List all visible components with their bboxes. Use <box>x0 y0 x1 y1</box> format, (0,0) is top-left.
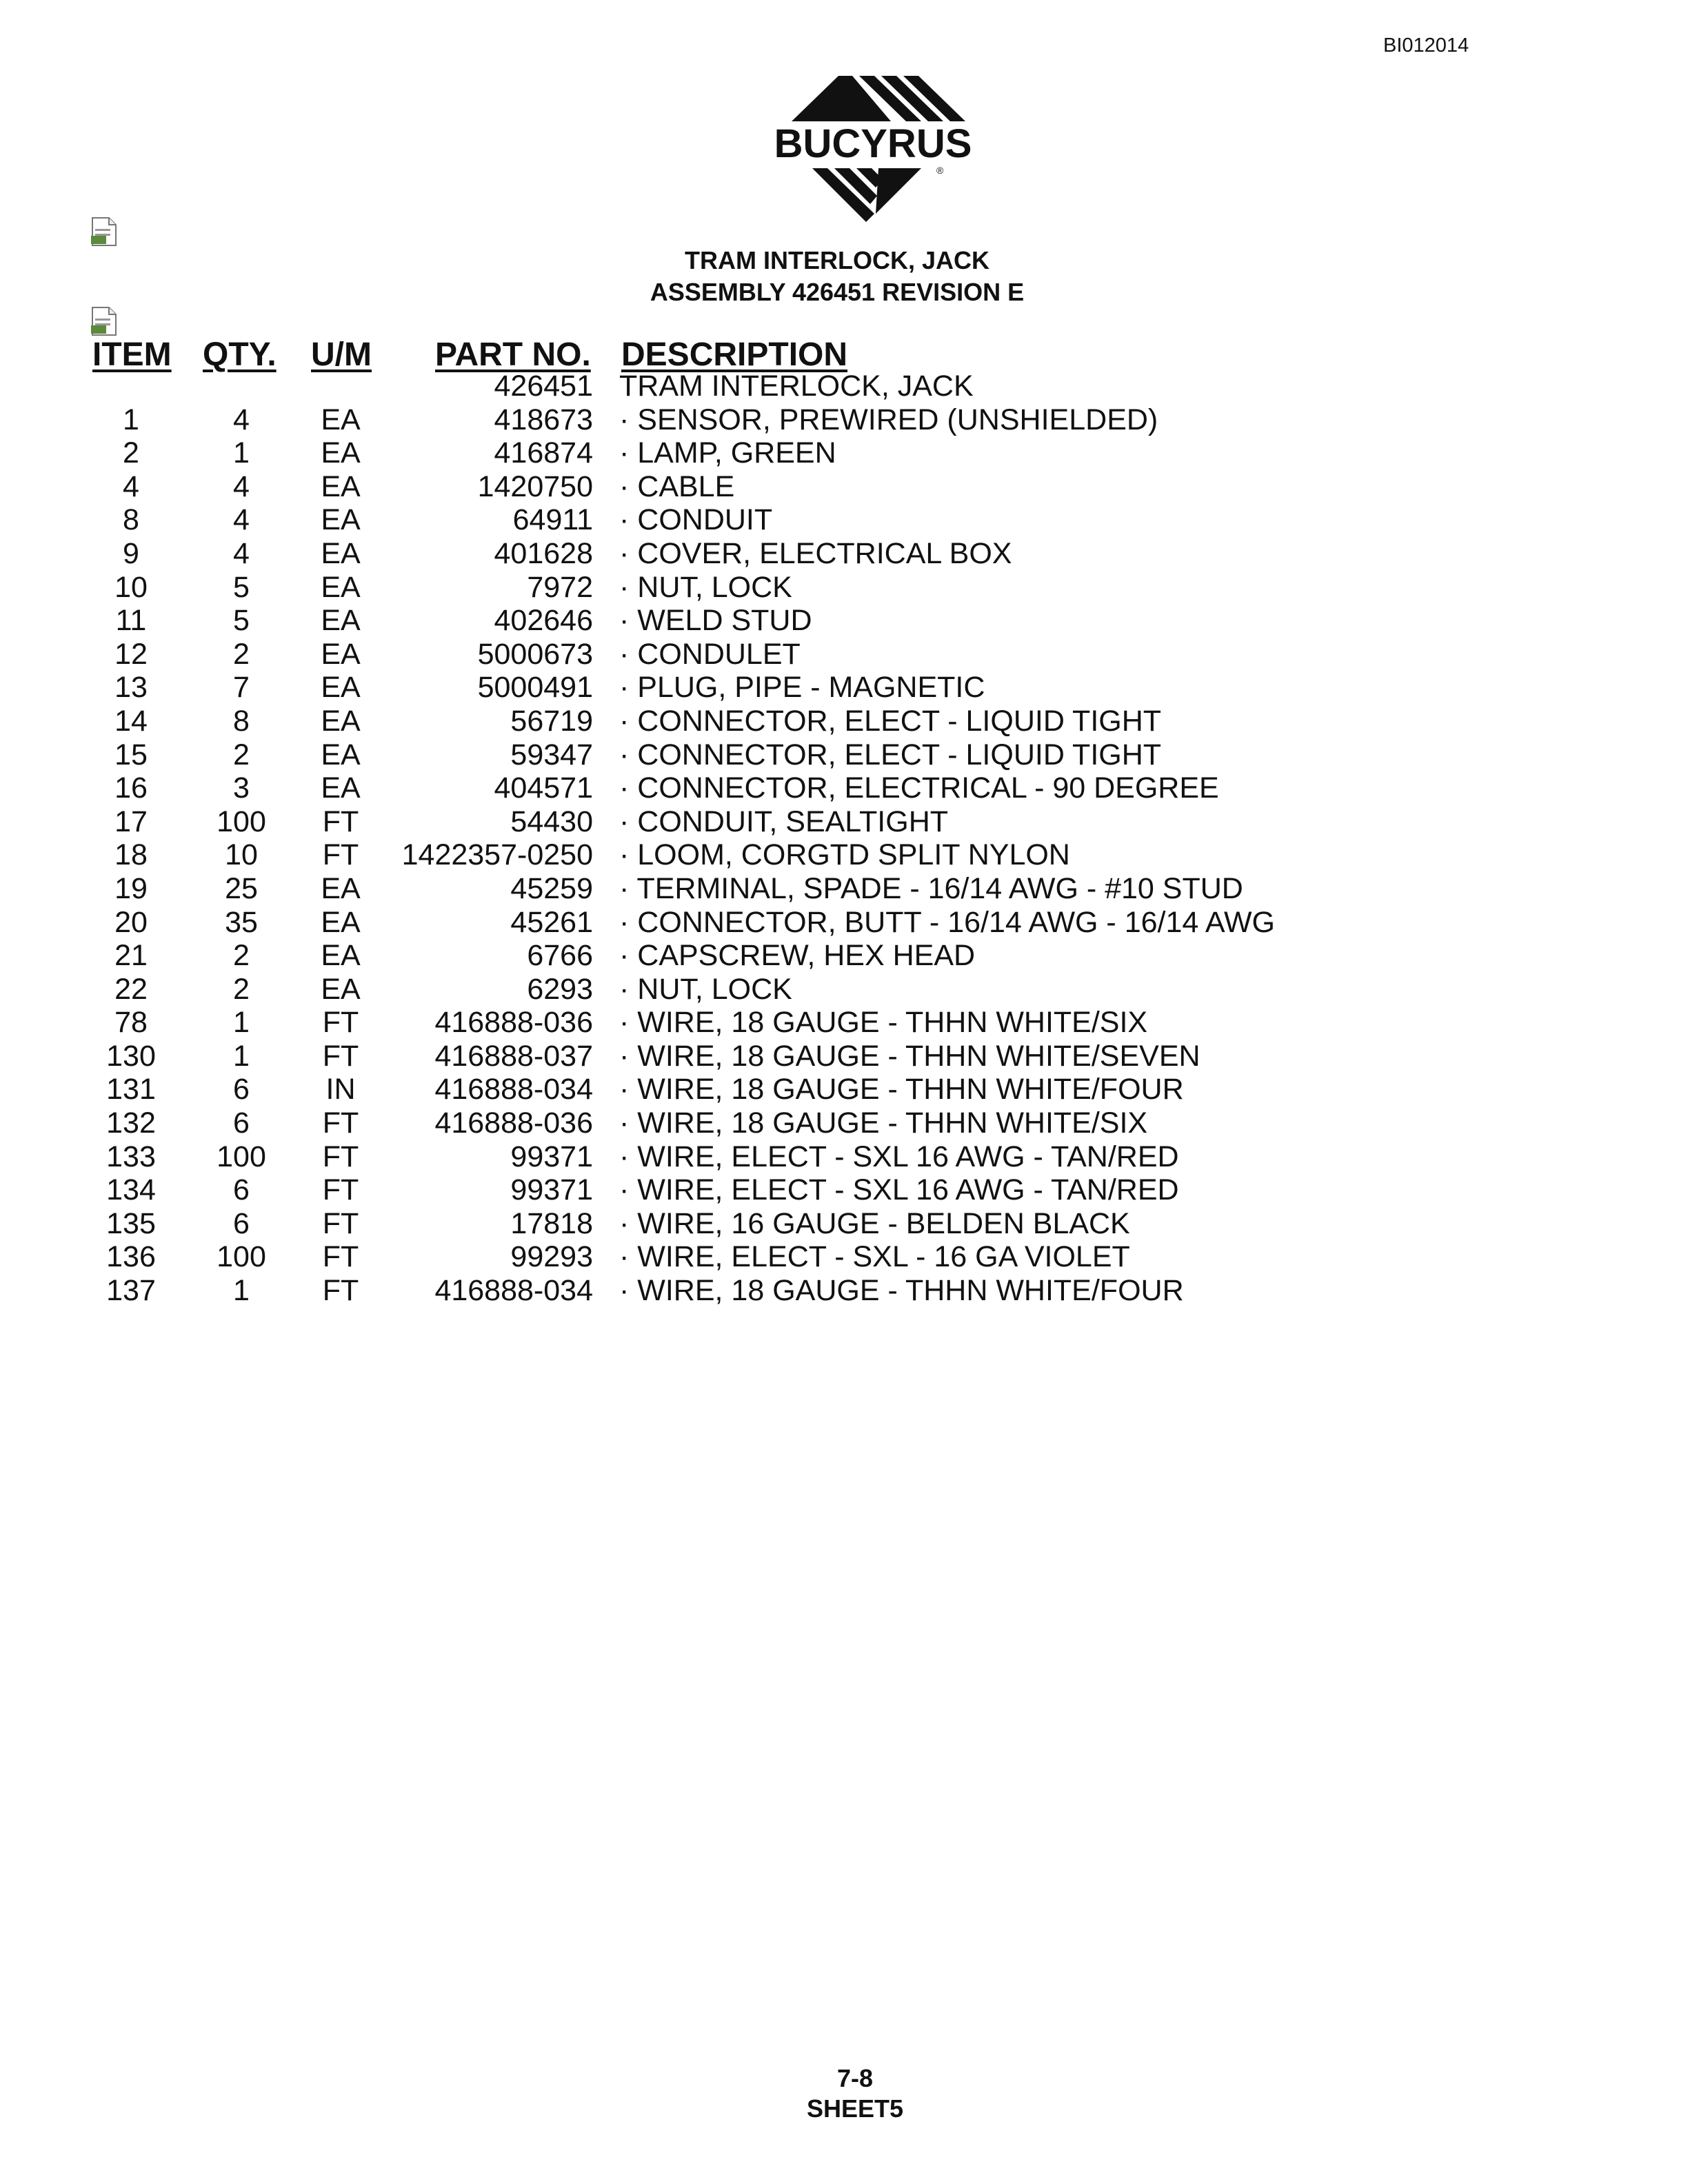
table-row <box>0 705 1688 738</box>
description-cell: · CONDULET <box>619 637 801 671</box>
table-row <box>0 973 1688 1007</box>
document-title: TRAM INTERLOCK, JACK <box>685 246 989 274</box>
item-cell: 131 <box>106 1073 156 1106</box>
part-number-cell: 416888-036 <box>434 1006 593 1040</box>
part-number-cell: 416888-036 <box>434 1106 593 1140</box>
description-cell: · CONNECTOR, ELECT - LIQUID TIGHT <box>619 738 1162 771</box>
qty-cell: 5 <box>233 604 250 638</box>
table-row <box>0 738 1688 772</box>
table-row <box>0 1240 1688 1274</box>
description-cell: · NUT, LOCK <box>619 972 792 1006</box>
description-cell: · WELD STUD <box>619 604 812 638</box>
part-number-cell: 418673 <box>494 403 593 436</box>
qty-cell: 10 <box>225 838 258 872</box>
um-cell: EA <box>321 939 361 973</box>
um-cell: EA <box>321 671 361 705</box>
um-cell: FT <box>322 838 359 872</box>
item-cell: 130 <box>106 1039 156 1073</box>
um-cell: EA <box>321 536 361 570</box>
item-cell: 9 <box>123 536 139 570</box>
description-cell: · WIRE, 18 GAUGE - THHN WHITE/SEVEN <box>619 1039 1200 1073</box>
qty-cell: 100 <box>217 805 266 838</box>
qty-cell: 1 <box>233 1006 250 1040</box>
table-row <box>0 1073 1688 1106</box>
part-number-cell: 45259 <box>510 871 593 905</box>
qty-cell: 2 <box>233 637 250 671</box>
svg-text:®: ® <box>936 165 944 176</box>
table-row <box>0 872 1688 906</box>
item-cell: 19 <box>114 871 148 905</box>
table-row <box>0 1140 1688 1174</box>
svg-text:BUCYRUS: BUCYRUS <box>774 121 972 166</box>
um-cell: EA <box>321 771 361 805</box>
um-cell: FT <box>322 805 359 838</box>
um-cell: FT <box>322 1006 359 1040</box>
um-cell: FT <box>322 1173 359 1207</box>
part-number-cell: 99371 <box>510 1173 593 1207</box>
qty-cell: 6 <box>233 1073 250 1106</box>
description-cell: · WIRE, 18 GAUGE - THHN WHITE/FOUR <box>619 1274 1184 1308</box>
table-row <box>0 571 1688 605</box>
part-number-cell: 99293 <box>510 1240 593 1274</box>
page-number: 7-8 <box>836 2064 874 2092</box>
column-header-um: U/M <box>311 336 372 373</box>
part-number-cell: 1422357-0250 <box>401 838 593 872</box>
table-row <box>0 638 1688 671</box>
part-number-cell: 401628 <box>494 536 593 570</box>
description-cell: · WIRE, ELECT - SXL 16 AWG - TAN/RED <box>619 1173 1179 1207</box>
item-cell: 137 <box>106 1274 156 1308</box>
description-cell: · CONNECTOR, ELECT - LIQUID TIGHT <box>619 704 1162 738</box>
qty-cell: 2 <box>233 738 250 771</box>
description-cell: · CONNECTOR, ELECTRICAL - 90 DEGREE <box>619 771 1219 805</box>
part-number-cell: 7972 <box>527 570 593 604</box>
um-cell: EA <box>321 905 361 939</box>
qty-cell: 7 <box>233 671 250 705</box>
table-row <box>0 436 1688 470</box>
description-cell: · LAMP, GREEN <box>619 436 836 470</box>
qty-cell: 35 <box>225 905 258 939</box>
item-cell: 136 <box>106 1240 156 1274</box>
qty-cell: 1 <box>233 1274 250 1308</box>
description-cell: · WIRE, ELECT - SXL 16 AWG - TAN/RED <box>619 1140 1179 1173</box>
description-cell: · WIRE, 16 GAUGE - BELDEN BLACK <box>619 1206 1130 1240</box>
qty-cell: 2 <box>233 939 250 973</box>
table-row <box>0 771 1688 805</box>
table-row <box>0 370 1688 403</box>
document-icon[interactable] <box>90 306 119 336</box>
qty-cell: 4 <box>233 536 250 570</box>
column-header-item: ITEM <box>92 336 172 373</box>
item-cell: 2 <box>123 436 139 470</box>
qty-cell: 25 <box>225 871 258 905</box>
column-header-qty: QTY. <box>203 336 277 373</box>
qty-cell: 1 <box>233 1039 250 1073</box>
item-cell: 135 <box>106 1206 156 1240</box>
item-cell: 1 <box>123 403 139 436</box>
table-row <box>0 1040 1688 1073</box>
part-number-cell: 17818 <box>510 1206 593 1240</box>
document-icon[interactable] <box>90 216 119 247</box>
part-number-cell: 64911 <box>512 503 593 537</box>
description-cell: · NUT, LOCK <box>619 570 792 604</box>
sheet-label: SHEET5 <box>806 2094 904 2123</box>
item-cell: 4 <box>123 469 139 503</box>
part-number-cell: 416874 <box>494 436 593 470</box>
description-cell: · SENSOR, PREWIRED (UNSHIELDED) <box>619 403 1158 436</box>
item-cell: 10 <box>114 570 148 604</box>
item-cell: 22 <box>114 972 148 1006</box>
description-cell: · WIRE, ELECT - SXL - 16 GA VIOLET <box>619 1240 1130 1274</box>
um-cell: EA <box>321 604 361 638</box>
qty-cell: 100 <box>217 1140 266 1173</box>
table-row <box>0 1274 1688 1308</box>
part-number-cell: 404571 <box>494 771 593 805</box>
item-cell: 132 <box>106 1106 156 1140</box>
part-number-cell: 54430 <box>510 805 593 838</box>
item-cell: 12 <box>114 637 148 671</box>
item-cell: 134 <box>106 1173 156 1207</box>
assembly-revision: ASSEMBLY 426451 REVISION E <box>650 278 1025 306</box>
description-cell: · CABLE <box>619 469 735 503</box>
item-cell: 17 <box>114 805 148 838</box>
um-cell: FT <box>322 1240 359 1274</box>
um-cell: EA <box>321 403 361 436</box>
um-cell: FT <box>322 1106 359 1140</box>
item-cell: 15 <box>114 738 148 771</box>
part-number-cell: 416888-034 <box>434 1274 593 1308</box>
description-cell: · CONDUIT <box>619 503 773 537</box>
qty-cell: 4 <box>233 469 250 503</box>
qty-cell: 4 <box>233 503 250 537</box>
part-number-cell: 45261 <box>510 905 593 939</box>
um-cell: EA <box>321 871 361 905</box>
description-cell: · CONNECTOR, BUTT - 16/14 AWG - 16/14 AWG <box>619 905 1275 939</box>
um-cell: EA <box>321 704 361 738</box>
um-cell: EA <box>321 637 361 671</box>
qty-cell: 4 <box>233 403 250 436</box>
part-number-cell: 426451 <box>494 370 593 403</box>
qty-cell: 3 <box>233 771 250 805</box>
qty-cell: 8 <box>233 704 250 738</box>
table-row <box>0 470 1688 504</box>
table-row <box>0 604 1688 638</box>
qty-cell: 6 <box>233 1106 250 1140</box>
um-cell: EA <box>321 738 361 771</box>
table-row <box>0 503 1688 537</box>
description-cell: · TERMINAL, SPADE - 16/14 AWG - #10 STUD <box>619 871 1243 905</box>
part-number-cell: 416888-034 <box>434 1073 593 1106</box>
um-cell: FT <box>322 1039 359 1073</box>
description-cell: · CONDUIT, SEALTIGHT <box>619 805 949 838</box>
um-cell: EA <box>321 972 361 1006</box>
part-number-cell: 56719 <box>510 704 593 738</box>
part-number-cell: 59347 <box>510 738 593 771</box>
bucyrus-logo <box>756 72 990 223</box>
column-header-description: DESCRIPTION <box>621 336 848 373</box>
qty-cell: 6 <box>233 1206 250 1240</box>
um-cell: FT <box>322 1274 359 1308</box>
description-cell: · LOOM, CORGTD SPLIT NYLON <box>619 838 1070 872</box>
part-number-cell: 402646 <box>494 604 593 638</box>
part-number-cell: 99371 <box>510 1140 593 1173</box>
table-row <box>0 537 1688 571</box>
part-number-cell: 6293 <box>527 972 593 1006</box>
table-row <box>0 671 1688 705</box>
qty-cell: 5 <box>233 570 250 604</box>
item-cell: 8 <box>123 503 139 537</box>
item-cell: 21 <box>114 939 148 973</box>
qty-cell: 6 <box>233 1173 250 1207</box>
qty-cell: 100 <box>217 1240 266 1274</box>
um-cell: EA <box>321 436 361 470</box>
item-cell: 133 <box>106 1140 156 1173</box>
table-row <box>0 1106 1688 1140</box>
table-row <box>0 1173 1688 1207</box>
table-row <box>0 1006 1688 1040</box>
table-row <box>0 403 1688 437</box>
description-cell: · COVER, ELECTRICAL BOX <box>619 536 1012 570</box>
description-cell: · CAPSCREW, HEX HEAD <box>619 939 976 973</box>
parts-table <box>0 370 1688 1308</box>
item-cell: 78 <box>114 1006 148 1040</box>
qty-cell: 2 <box>233 972 250 1006</box>
item-cell: 11 <box>115 604 147 638</box>
item-cell: 20 <box>114 905 148 939</box>
um-cell: FT <box>322 1140 359 1173</box>
qty-cell: 1 <box>233 436 250 470</box>
table-row <box>0 805 1688 839</box>
item-cell: 18 <box>114 838 148 872</box>
um-cell: EA <box>321 503 361 537</box>
column-header-part-no: PART NO. <box>435 336 591 373</box>
table-row <box>0 906 1688 940</box>
description-cell: · PLUG, PIPE - MAGNETIC <box>619 671 985 705</box>
part-number-cell: 1420750 <box>477 469 593 503</box>
description-cell: · WIRE, 18 GAUGE - THHN WHITE/SIX <box>619 1106 1148 1140</box>
um-cell: FT <box>322 1206 359 1240</box>
part-number-cell: 5000491 <box>477 671 593 705</box>
description-cell: TRAM INTERLOCK, JACK <box>619 370 974 403</box>
description-cell: · WIRE, 18 GAUGE - THHN WHITE/SIX <box>619 1006 1148 1040</box>
item-cell: 14 <box>114 704 148 738</box>
part-number-cell: 5000673 <box>477 637 593 671</box>
table-row <box>0 1207 1688 1241</box>
part-number-cell: 416888-037 <box>434 1039 593 1073</box>
part-number-cell: 6766 <box>527 939 593 973</box>
description-cell: · WIRE, 18 GAUGE - THHN WHITE/FOUR <box>619 1073 1184 1106</box>
document-id: BI012014 <box>1383 34 1469 57</box>
item-cell: 16 <box>114 771 148 805</box>
um-cell: IN <box>325 1073 356 1106</box>
table-row <box>0 838 1688 872</box>
item-cell: 13 <box>114 671 148 705</box>
um-cell: EA <box>321 570 361 604</box>
um-cell: EA <box>321 469 361 503</box>
table-row <box>0 939 1688 973</box>
